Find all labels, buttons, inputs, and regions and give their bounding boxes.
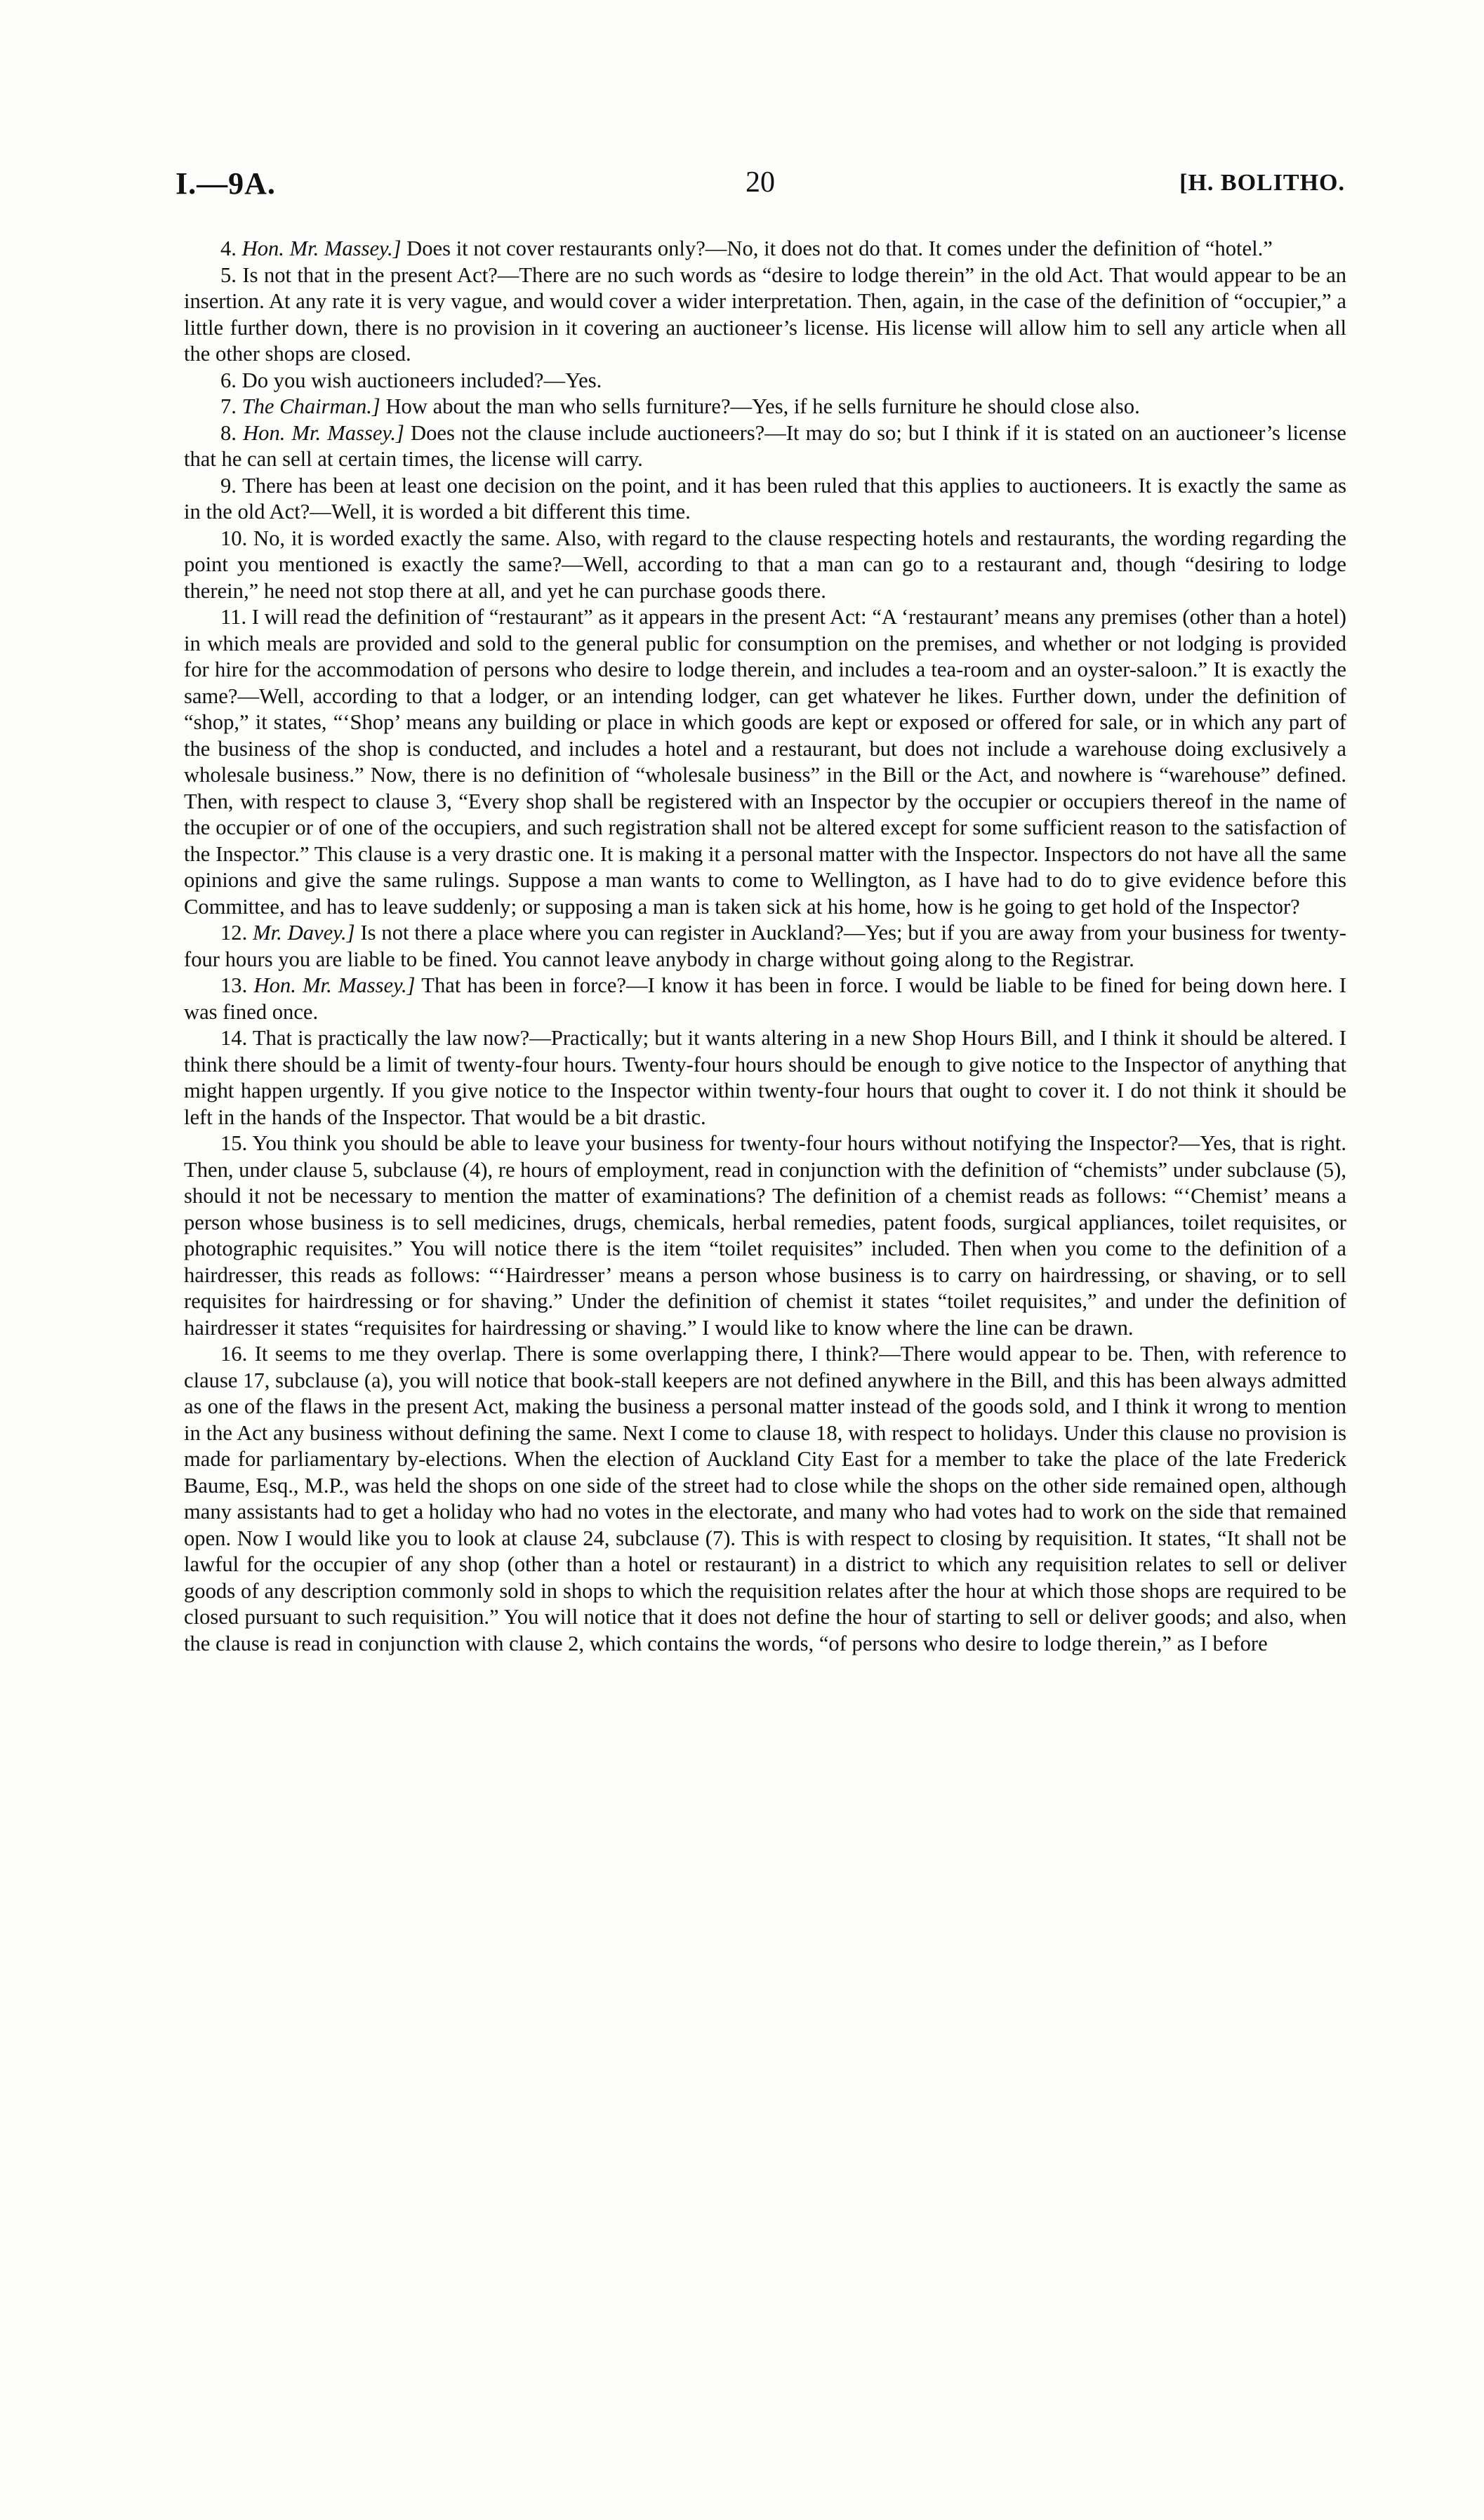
paragraph-11: 11. I will read the definition of “restaurant” as it appears in the present Act: “A ‘restaurant’ means any premises (other than a hotel) in which meals are provided and sold to the general public for consumption on the premises, and whether or not lodging is provided for hire for the accommodation of persons who desire to lodge therein, and includes a tea-room and an oyster-saloon.” It is exactly the same?—Well, according to that a lodger, or an intending lodger, can get whatever he likes. Further down, under the definition of “shop,” it states, “‘Shop’ means any building or place in which goods are kept or exposed or offered for sale, or in which any part of the business of the shop is conducted, and includes a hotel and a restaurant, but does not include a warehouse doing exclusively a wholesale business.” Now, there is no definition of “wholesale business” in the Bill or the Act, and nowhere is “warehouse” defined. Then, with respect to clause 3, “Every shop shall be registered with an Inspector by the occupier or occupiers thereof in the name of the occupier or of one of the occupiers, and such registration shall not be altered except for some sufficient reason to the satisfaction of the Inspector.” This clause is a very drastic one. It is making it a personal matter with the Inspector. Inspectors do not have all the same opinions and give the same rulings. Suppose a man wants to come to Wellington, as I have had to do to give evidence before this Committee, and has to leave suddenly; or supposing a man is taken sick at his home, how is he going to get hold of the Inspector? (184, 605, 1346, 919)
paragraph-8: 8. Hon. Mr. Massey.] Does not the clause include auctioneers?—It may do so; but I think if it is stated on an auctioneer’s license that he can sell at certain times, the license will carry. (184, 420, 1346, 471)
page-number: 20 (746, 166, 775, 199)
paragraph-10: 10. No, it is worded exactly the same. Also, with regard to the clause respecting hotels and restaurants, the wording regarding the point you mentioned is exactly the same?—Well, according to that a man can go to a restaurant and, though “desiring to lodge therein,” he need not stop there at all, and yet he can purchase goods there. (184, 526, 1346, 603)
paragraph-7: 7. The Chairman.] How about the man who sells furniture?—Yes, if he sells furniture he should close also. (220, 394, 1140, 418)
paragraph-5: 5. Is not that in the present Act?—There are no such words as “desire to lodge therein” in the old Act. That would appear to be an insertion. At any rate it is very vague, and would cover a wider interpretation. Then, again, in the case of the definition of “occupier,” a little further down, there is no provision in it covering an auctioneer’s license. His license will allow him to sell any article when all the other shops are closed. (184, 262, 1346, 366)
testimony-body (184, 236, 1346, 1657)
document-reference: I.—9A. (175, 166, 276, 201)
paragraph-6: 6. Do you wish auctioneers included?—Yes. (220, 368, 602, 392)
paragraph-4: 4. Hon. Mr. Massey.] Does it not cover restaurants only?—No, it does not do that. It comes under the definition of “hotel.” (220, 236, 1273, 260)
paragraph-16: 16. It seems to me they overlap. There is some overlapping there, I think?—There would appear to be. Then, with reference to clause 17, subclause (a), you will notice that book-stall keepers are not defined anywhere in the Bill, and this has been always admitted as one of the flaws in the present Act, making the business a personal matter instead of the goods sold, and I think it wrong to mention in the Act any business without defining the same. Next I come to clause 18, with respect to holidays. Under this clause no provision is made for parliamentary by-elections. When the election of Auckland City East for a member to take the place of the late Frederick Baume, Esq., M.P., was held the shops on one side of the street had to close while the shops on the other side remained open, although many assistants had to get a holiday who had no votes in the electorate, and many who had votes had to work on the side that remained open. Now I would like you to look at clause 24, subclause (7). This is with respect to closing by requisition. It states, “It shall not be lawful for the occupier of any shop (other than a hotel or restaurant) in a district to which any requisition relates to sell or deliver goods of any description commonly sold in shops to which the requisition relates after the hour at which those shops are required to be closed pursuant to such requisition.” You will notice that it does not define the hour of starting to sell or deliver goods; and also, when the clause is read in conjunction with clause 2, which contains the words, “of persons who desire to lodge therein,” as I before (184, 1342, 1346, 1655)
paragraph-15: 15. You think you should be able to leave your business for twenty-four hours without notifying the Inspector?—Yes, that is right. Then, under clause 5, subclause (4), re hours of employment, read in conjunction with the definition of “chemists” under subclause (5), should it not be necessary to mention the matter of examinations? The definition of a chemist reads as follows: “‘Chemist’ means a person whose business is to sell medicines, drugs, chemicals, herbal remedies, patent foods, surgical appliances, toilet requisites, or photographic requisites.” You will notice there is the item “toilet requisites” included. Then when you come to the definition of a hairdresser, this reads as follows: “‘Hairdresser’ means a person whose business is to carry on hairdressing, or shaving, or to sell requisites for hairdressing or for shaving.” Under the definition of chemist it states “toilet requisites,” and under the definition of hairdresser it states “requisites for hairdressing or shaving.” I would like to know where the line can be drawn. (184, 1131, 1346, 1340)
paragraph-9: 9. There has been at least one decision on the point, and it has been ruled that this applies to auctioneers. It is exactly the same as in the old Act?—Well, it is worded a bit different this time. (184, 473, 1346, 524)
paragraph-12: 12. Mr. Davey.] Is not there a place where you can register in Auckland?—Yes; but if you are away from your business for twenty-four hours you are liable to be fined. You cannot leave anybody in charge without going along to the Registrar. (184, 921, 1346, 971)
paragraph-13: 13. Hon. Mr. Massey.] That has been in force?—I know it has been in force. I would be liable to be fined for being down here. I was fined once. (184, 973, 1346, 1024)
witness-name: [H. BOLITHO. (1179, 170, 1345, 196)
page-header (175, 166, 1345, 208)
paragraph-14: 14. That is practically the law now?—Practically; but it wants altering in a new Shop Hours Bill, and I think it should be altered. I think there should be a limit of twenty-four hours. Twenty-four hours should be enough to give notice to the Inspector of anything that might happen urgently. If you give notice to the Inspector within twenty-four hours that ought to cover it. I do not think it should be left in the hands of the Inspector. That would be a bit drastic. (184, 1026, 1346, 1129)
